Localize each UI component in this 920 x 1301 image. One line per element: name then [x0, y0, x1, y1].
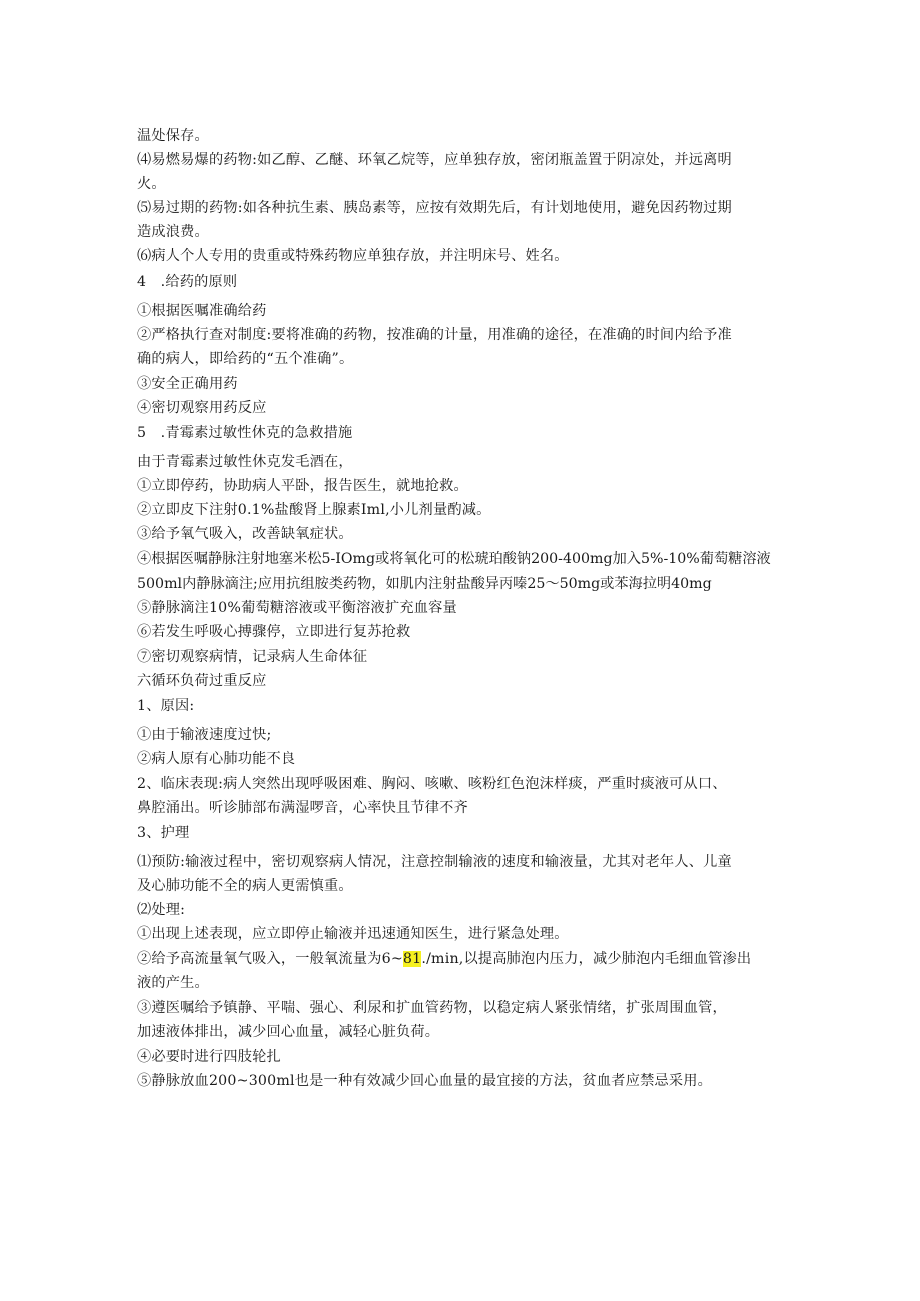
highlighted-text: 81: [402, 951, 422, 967]
text-line: 3、护理: [137, 825, 190, 841]
text-line: ①由于输液速度过快;: [137, 727, 272, 743]
text-line: ②立即皮下注射0.1%盐酸肾上腺素Iml,小儿剂量酌减。: [137, 502, 491, 518]
text-line: ①立即停药，协助病人平卧，报告医生，就地抢救。: [137, 478, 468, 494]
text-line: ⑤静脉滴注10%葡萄糖溶液或平衡溶液扩充血容量: [137, 600, 457, 616]
text-line: 确的病人，即给药的“五个准确”。: [137, 351, 354, 367]
text-line: ⑴预防:输液过程中，密切观察病人情况，注意控制输液的速度和输液量，尤其对老年人、儿童: [137, 854, 732, 870]
text-line: 1、原因:: [137, 698, 195, 714]
text-line: ⑷易燃易爆的药物:如乙醇、乙醚、环氧乙烷等，应单独存放，密闭瓶盖置于阴凉处，并远离明: [137, 152, 732, 168]
text-line: ④根据医嘱静脉注射地塞米松5-IOmg或将氧化可的松琥珀酸钠200-400mg加入5%-10%葡萄糖溶液: [137, 551, 771, 567]
text-line: ⑥若发生呼吸心搏骤停，立即进行复苏抢救: [137, 624, 411, 640]
text-line: ③安全正确用药: [137, 376, 238, 392]
text-line: ⑸易过期的药物:如各种抗生素、胰岛素等，应按有效期先后，有计划地使用，避免因药物过期: [137, 200, 732, 216]
text-line: 由于青霉素过敏性休克发毛酒在，: [137, 454, 353, 470]
text-span: ②给予高流量氧气吸入，一般氧流量为6~: [137, 951, 403, 967]
text-line: ③给予氧气吸入，改善缺氧症状。: [137, 526, 353, 542]
oxygen-flow-line: [137, 950, 751, 968]
text-line: 鼻腔涌出。听诊肺部布满湿啰音，心率快且节律不齐: [137, 800, 468, 816]
text-line: ①出现上述表现，应立即停止输液并迅速通知医生，进行紧急处理。: [137, 926, 569, 942]
text-line: 造成浪费。: [137, 224, 209, 240]
text-line: 2、临床表现:病人突然出现呼吸困难、胸闷、咳嗽、咳粉红色泡沫样痰，严重时痰液可从口、: [137, 776, 727, 792]
text-line: ④必要时进行四肢轮扎: [137, 1049, 281, 1065]
text-line: ⑵处理:: [137, 902, 186, 918]
text-line: ③遵医嘱给予镇静、平喘、强心、利尿和扩血管药物，以稳定病人紧张情绪，扩张周围血管，: [137, 1000, 727, 1016]
text-line: ⑦密切观察病情，记录病人生命体征: [137, 649, 368, 665]
section-heading: 六循环负荷过重反应: [137, 673, 267, 689]
section-heading: 5 .青霉素过敏性休克的急救措施: [137, 425, 353, 441]
text-line: 及心肺功能不全的病人更需慎重。: [137, 878, 353, 894]
text-line: 液的产生。: [137, 975, 209, 991]
section-heading: 4 .给药的原则: [137, 274, 238, 290]
text-line: 火。: [137, 176, 166, 192]
text-line: 加速液体排出，减少回心血量，减轻心脏负荷。: [137, 1024, 440, 1040]
text-span: ./min,以提高肺泡内压力，减少肺泡内毛细血管渗出: [421, 951, 752, 967]
text-line: 温处保存。: [137, 128, 209, 144]
text-line: ②病人原有心肺功能不良: [137, 751, 296, 767]
text-line: ⑤静脉放血200~300ml也是一种有效减少回心血量的最宜接的方法，贫血者应禁忌采用。: [137, 1073, 713, 1089]
text-line: 500ml内静脉滴注;应用抗组胺类药物，如肌内注射盐酸异丙嗪25～50mg或苯海拉明40mg: [137, 576, 712, 592]
text-line: ①根据医嘱准确给药: [137, 303, 267, 319]
text-line: ④密切观察用药反应: [137, 400, 267, 416]
text-line: ②严格执行查对制度:要将准确的药物，按准确的计量，用准确的途径，在准确的时间内给予准: [137, 327, 732, 343]
text-line: ⑹病人个人专用的贵重或特殊药物应单独存放，并注明床号、姓名。: [137, 248, 569, 264]
